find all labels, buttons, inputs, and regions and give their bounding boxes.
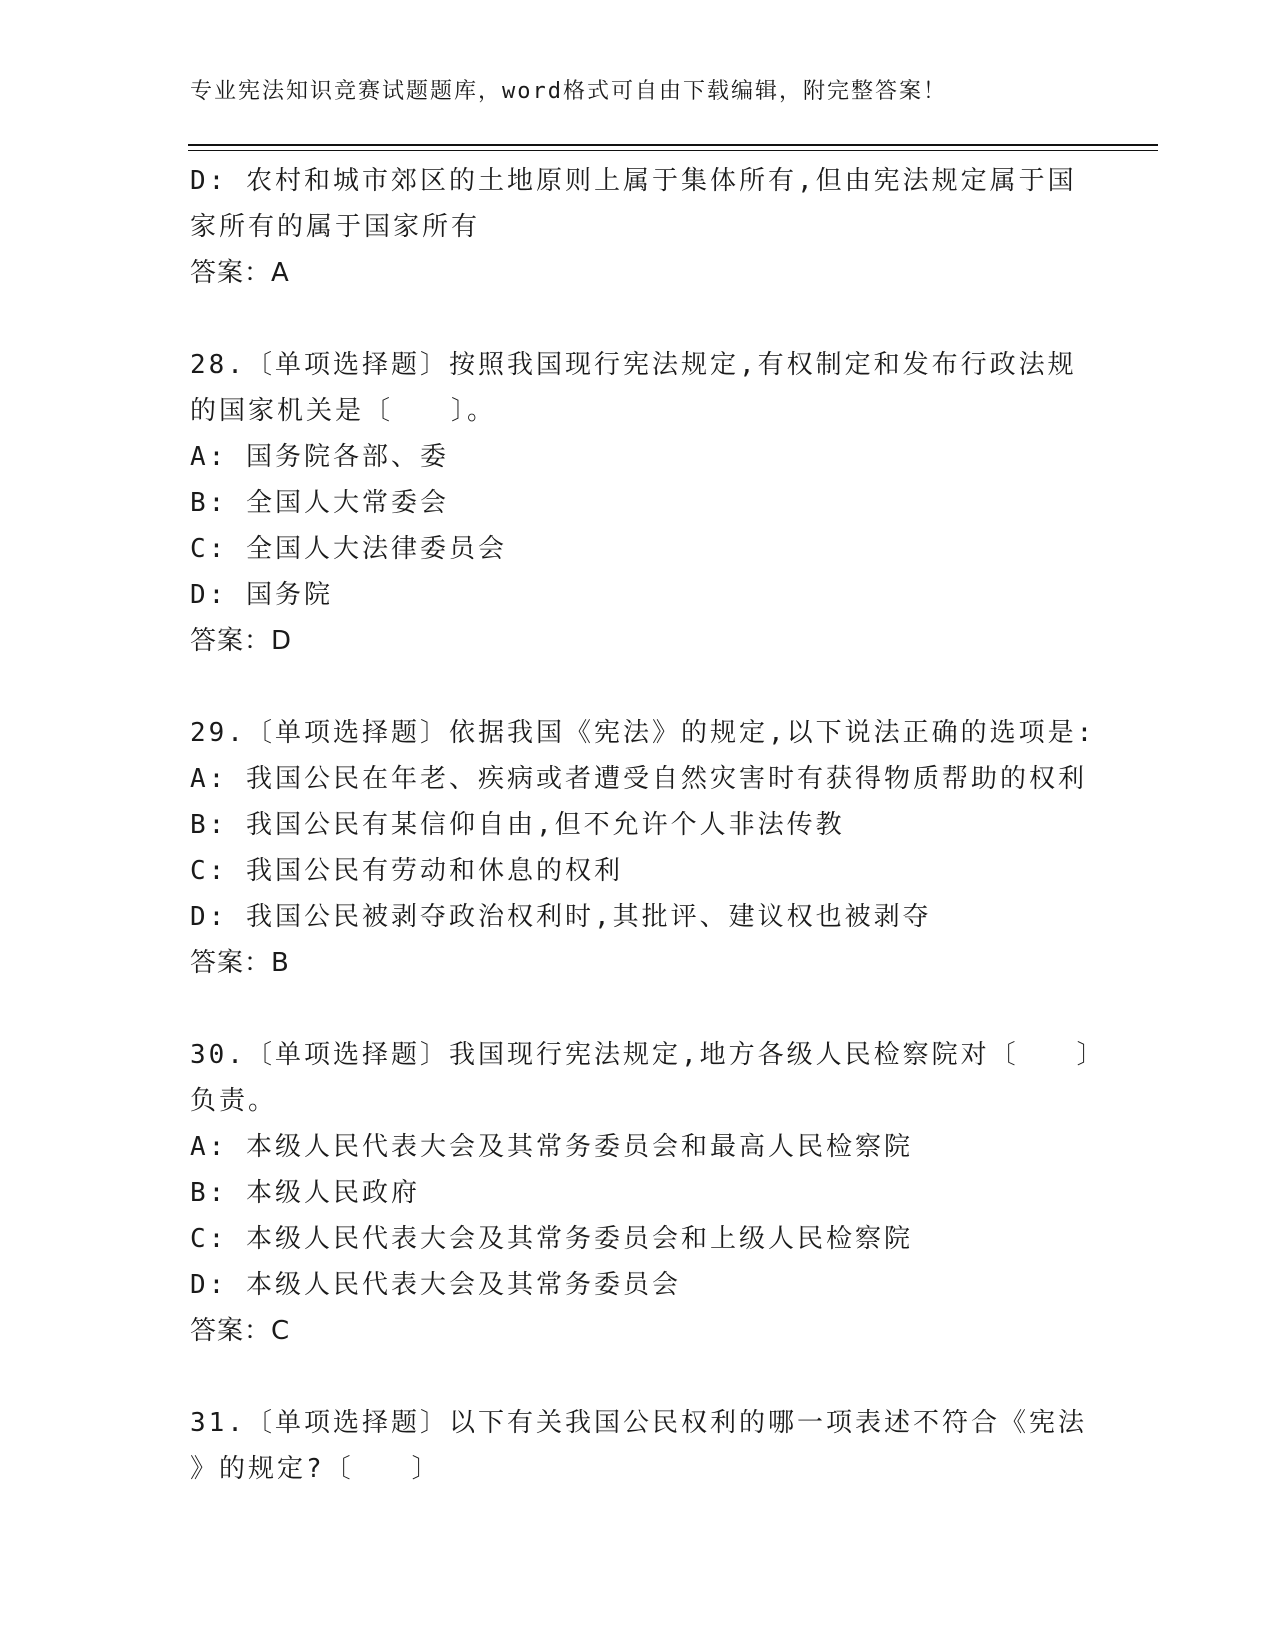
answer-line: 答案：C — [190, 1316, 291, 1346]
option-c: C: 我国公民有劳动和休息的权利 — [190, 856, 623, 886]
answer-line: 答案：A — [190, 258, 290, 288]
answer-line: 答案：B — [190, 948, 290, 978]
prev-question-tail — [190, 158, 1110, 296]
option-d: D: 本级人民代表大会及其常务委员会 — [190, 1270, 681, 1300]
document-body — [190, 158, 1110, 1492]
option-d-line: 家所有的属于国家所有 — [190, 212, 481, 242]
option-d-line: D: 农村和城市郊区的土地原则上属于集体所有,但由宪法规定属于国 — [190, 166, 1077, 196]
answer-line: 答案：D — [190, 626, 293, 656]
header-rule-thin — [188, 150, 1158, 151]
question-31 — [190, 1400, 1110, 1492]
option-c: C: 本级人民代表大会及其常务委员会和上级人民检察院 — [190, 1224, 913, 1254]
question-stem: 28.〔单项选择题〕按照我国现行宪法规定,有权制定和发布行政法规 — [190, 350, 1077, 380]
option-b: B: 我国公民有某信仰自由,但不允许个人非法传教 — [190, 810, 845, 840]
question-stem: 的国家机关是〔 〕。 — [190, 396, 497, 426]
question-stem: 》的规定?〔 〕 — [190, 1454, 441, 1484]
header-rule — [188, 144, 1158, 146]
option-c: C: 全国人大法律委员会 — [190, 534, 507, 564]
option-a: A: 我国公民在年老、疾病或者遭受自然灾害时有获得物质帮助的权利 — [190, 764, 1087, 794]
question-29 — [190, 710, 1110, 986]
option-b: B: 本级人民政府 — [190, 1178, 420, 1208]
option-d: D: 国务院 — [190, 580, 333, 610]
option-a: A: 国务院各部、委 — [190, 442, 449, 472]
question-stem: 30.〔单项选择题〕我国现行宪法规定,地方各级人民检察院对〔 〕 — [190, 1040, 1106, 1070]
question-30 — [190, 1032, 1110, 1354]
question-28 — [190, 342, 1110, 664]
question-stem: 29.〔单项选择题〕依据我国《宪法》的规定,以下说法正确的选项是: — [190, 718, 1096, 748]
question-stem: 负责。 — [190, 1086, 278, 1116]
question-stem: 31.〔单项选择题〕以下有关我国公民权利的哪一项表述不符合《宪法 — [190, 1408, 1087, 1438]
option-b: B: 全国人大常委会 — [190, 488, 449, 518]
option-a: A: 本级人民代表大会及其常务委员会和最高人民检察院 — [190, 1132, 913, 1162]
document-header: 专业宪法知识竞赛试题题库，word格式可自由下载编辑，附完整答案！ — [190, 79, 947, 104]
option-d: D: 我国公民被剥夺政治权利时,其批评、建议权也被剥夺 — [190, 902, 932, 932]
